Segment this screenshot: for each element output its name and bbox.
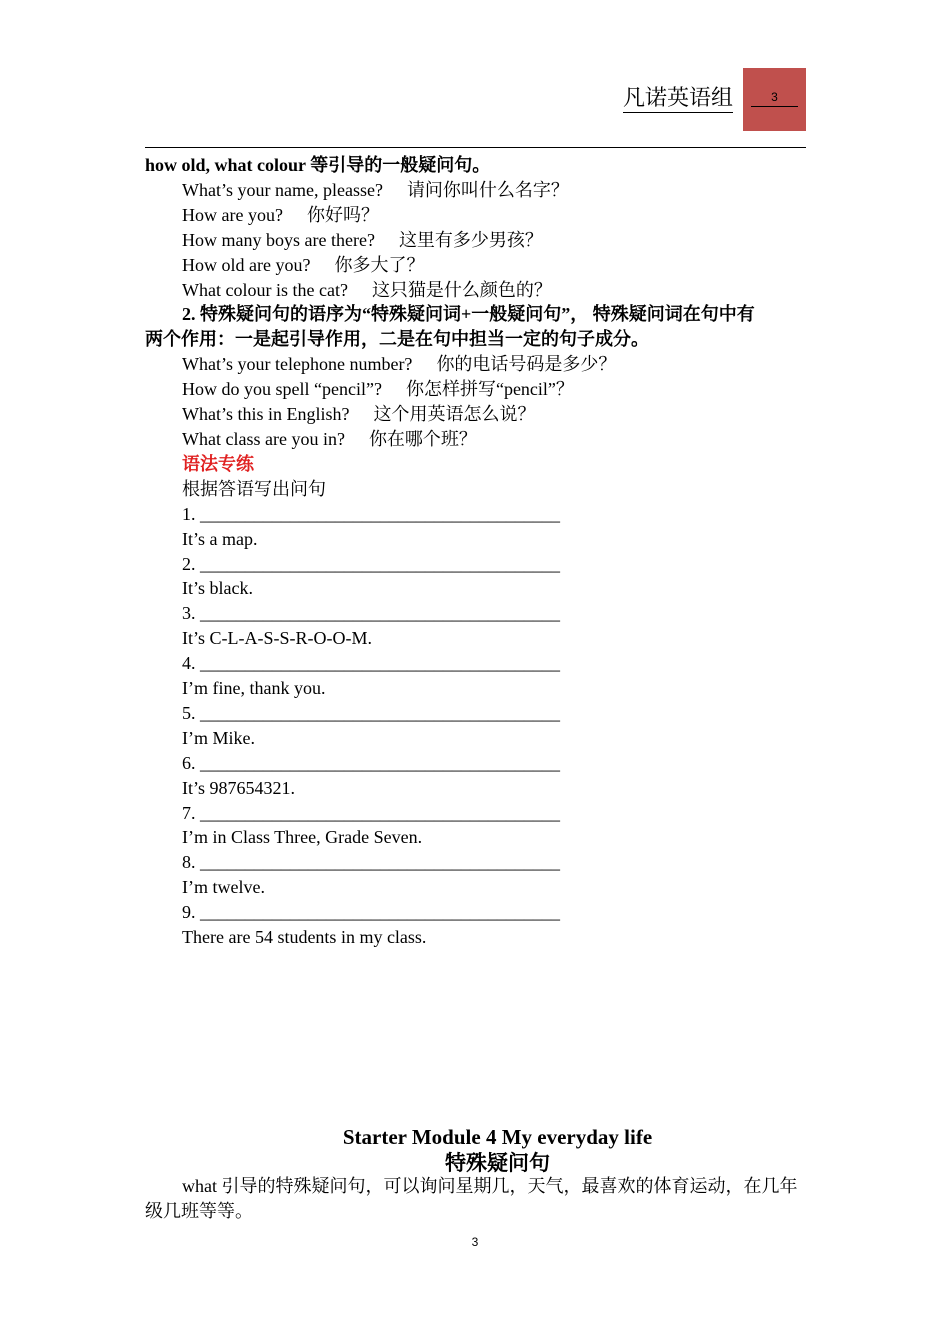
example-zh: 你好吗？ — [306, 204, 379, 225]
example-item — [145, 228, 806, 253]
exercise-answer: I’m Mike. — [182, 727, 255, 748]
exercise-answer: It’s C-L-A-S-S-R-O-O-M. — [182, 628, 372, 649]
exercise-answer: It’s 987654321. — [182, 777, 296, 798]
example-list-1 — [145, 178, 806, 303]
exercise-instruction: 根据答语写出问句 — [182, 478, 326, 499]
exercise-blank[interactable]: 2. ________________________________________ — [182, 553, 560, 574]
header-group-name: 凡诺英语组 — [623, 84, 733, 113]
example-en: How many boys are there? — [182, 229, 375, 250]
example-en: How are you? — [182, 204, 283, 225]
exercise-blank[interactable]: 4. ________________________________________ — [182, 653, 560, 674]
header-rule — [145, 147, 806, 148]
example-item — [145, 427, 806, 452]
exercise-answer: It’s black. — [182, 578, 253, 599]
example-en: What colour is the cat? — [182, 279, 348, 300]
example-zh: 你在哪个班？ — [368, 428, 477, 449]
example-zh: 你的电话号码是多少？ — [436, 354, 617, 375]
example-zh: 这里有多少男孩？ — [398, 229, 543, 250]
example-list-2 — [145, 352, 806, 452]
example-en: How old are you? — [182, 254, 311, 275]
exercise-blank[interactable]: 7. ________________________________________ — [182, 802, 560, 823]
example-en: What’s your telephone number? — [182, 354, 413, 375]
example-en: How do you spell “pencil”? — [182, 379, 382, 400]
section-title-zh: 特殊疑问句 — [445, 1151, 550, 1175]
section-intro — [145, 1174, 806, 1224]
footer-page-number: 3 — [471, 1235, 479, 1249]
section-title-en: Starter Module 4 My everyday life — [342, 1125, 653, 1149]
example-item — [145, 253, 806, 278]
example-zh: 请问你叫什么名字？ — [406, 179, 569, 200]
exercise-blank[interactable]: 3. ________________________________________ — [182, 603, 560, 624]
example-item — [145, 178, 806, 203]
page-number-box — [743, 68, 806, 131]
intro-line: how old, what colour 等引导的一般疑问句。 — [145, 155, 491, 175]
exercise-answer: I’m in Class Three, Grade Seven. — [182, 827, 423, 848]
exercise-blank[interactable]: 9. ________________________________________ — [182, 902, 560, 923]
rule-2-line-1: 2. 特殊疑问句的语序为“特殊疑问词+一般疑问句”， 特殊疑问词在句中有 — [182, 304, 755, 325]
rule-2-line-2: 两个作用：一是起引导作用，二是在句中担当一定的句子成分。 — [145, 329, 649, 350]
exercise-answer: There are 54 students in my class. — [182, 927, 427, 948]
example-en: What class are you in? — [182, 428, 345, 449]
example-zh: 这个用英语怎么说？ — [373, 404, 536, 425]
example-item — [145, 352, 806, 377]
example-item — [145, 203, 806, 228]
exercise-answer: I’m twelve. — [182, 877, 265, 898]
example-zh: 你多大了？ — [334, 254, 425, 275]
exercise-answer: I’m fine, thank you. — [182, 678, 326, 699]
section-intro-line-1: what 引导的特殊疑问句，可以询问星期几，天气，最喜欢的体育运动，在几年 — [182, 1176, 798, 1196]
exercise-blank[interactable]: 6. ________________________________________ — [182, 752, 560, 773]
document-body — [145, 153, 806, 950]
example-zh: 你怎样拼写“pencil”？ — [405, 379, 574, 400]
exercise-blank[interactable]: 1. ________________________________________ — [182, 503, 560, 524]
exercise-blank[interactable]: 8. ________________________________________ — [182, 852, 560, 873]
example-item — [145, 278, 806, 303]
section-intro-line-2: 级几班等等。 — [145, 1201, 253, 1221]
page-box-number: 3 — [771, 90, 778, 104]
exercise-answer: It’s a map. — [182, 528, 258, 549]
exercise-heading: 语法专练 — [182, 453, 254, 474]
example-en: What’s your name, pleasse? — [182, 179, 383, 200]
exercise-list — [145, 502, 806, 950]
example-en: What’s this in English? — [182, 404, 350, 425]
example-item — [145, 402, 806, 427]
example-zh: 这只猫是什么颜色的？ — [371, 279, 552, 300]
page-box-underline — [751, 106, 798, 107]
exercise-blank[interactable]: 5. ________________________________________ — [182, 702, 560, 723]
example-item — [145, 377, 806, 402]
